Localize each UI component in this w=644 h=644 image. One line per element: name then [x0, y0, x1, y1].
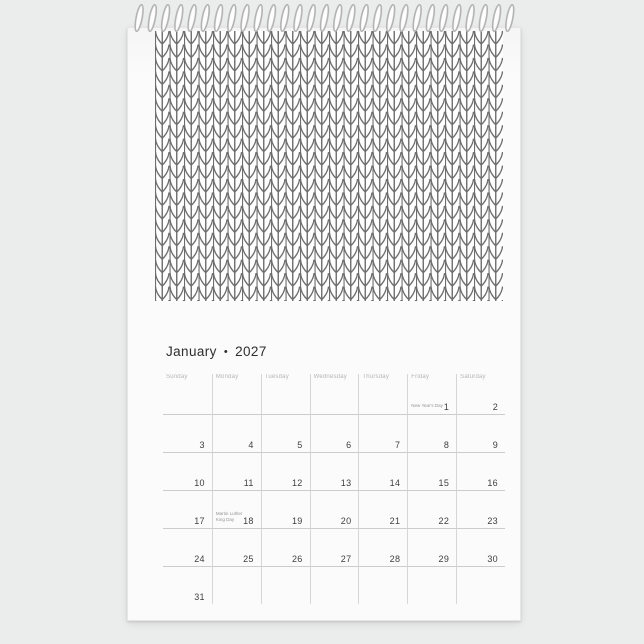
date-number: 5	[297, 439, 303, 450]
calendar-day-cell	[212, 529, 261, 567]
weekday-label: Monday	[212, 374, 261, 388]
date-number: 8	[443, 439, 450, 450]
calendar-day-cell	[358, 567, 407, 605]
calendar-day-cell	[456, 529, 505, 567]
weekday-label: Saturday	[456, 374, 505, 388]
calendar-day-cell	[261, 453, 310, 491]
weekday-label: Wednesday	[310, 374, 359, 388]
date-number: 1	[443, 401, 450, 412]
date-number: 14	[389, 477, 401, 488]
date-number: 18	[243, 515, 254, 526]
calendar-day-cell	[407, 529, 456, 567]
weekday-label: Friday	[407, 374, 456, 388]
calendar-grid	[163, 388, 505, 604]
date-number: 30	[487, 553, 498, 564]
calendar-day-cell	[310, 567, 359, 605]
calendar-day-cell	[310, 388, 359, 415]
date-number: 4	[248, 439, 254, 450]
calendar-day-cell	[261, 415, 310, 453]
date-number: 17	[194, 515, 205, 526]
weekday-label: Thursday	[358, 374, 407, 388]
calendar-day-cell	[261, 388, 310, 415]
calendar-day-cell	[261, 491, 310, 529]
calendar-day-cell	[261, 529, 310, 567]
month-title	[166, 344, 267, 359]
calendar-day-cell	[212, 415, 261, 453]
spiral-binding	[133, 2, 517, 37]
calendar-day-cell	[310, 529, 359, 567]
calendar-day-cell	[212, 491, 261, 529]
calendar-day-cell	[407, 491, 456, 529]
weekday-label: Tuesday	[261, 374, 310, 388]
calendar-day-cell	[456, 388, 505, 415]
calendar-day-cell	[456, 491, 505, 529]
calendar-day-cell	[163, 529, 212, 567]
knit-pattern-image	[155, 31, 503, 301]
calendar-day-cell	[407, 453, 456, 491]
date-number: 15	[438, 477, 450, 488]
calendar-day-cell	[212, 388, 261, 415]
calendar-day-cell	[456, 453, 505, 491]
calendar-day-cell	[261, 567, 310, 605]
date-number: 10	[194, 477, 205, 488]
calendar-day-cell	[163, 491, 212, 529]
date-number: 19	[291, 515, 303, 526]
calendar-day-cell	[456, 415, 505, 453]
year: 2027	[235, 344, 267, 359]
date-number: 25	[243, 553, 254, 564]
date-number: 21	[389, 515, 401, 526]
date-number: 16	[487, 477, 498, 488]
date-number: 13	[340, 477, 352, 488]
date-number: 2	[492, 401, 498, 412]
date-number: 11	[243, 477, 254, 488]
date-number: 28	[389, 553, 401, 564]
calendar-day-cell	[163, 453, 212, 491]
calendar-day-cell	[358, 453, 407, 491]
calendar-day-cell	[358, 491, 407, 529]
title-bullet-separator: •	[223, 346, 229, 358]
date-number: 20	[340, 515, 352, 526]
calendar-day-cell	[163, 415, 212, 453]
calendar-day-cell	[358, 415, 407, 453]
calendar-day-cell	[310, 491, 359, 529]
date-number: 31	[194, 592, 205, 602]
calendar-day-cell	[358, 529, 407, 567]
date-number: 22	[438, 515, 450, 526]
calendar-day-cell	[310, 453, 359, 491]
date-number: 7	[394, 439, 401, 450]
holiday-label: Martin Luther King Day	[215, 510, 243, 522]
date-number: 26	[291, 553, 303, 564]
calendar-day-cell	[456, 567, 505, 605]
calendar-day-cell	[212, 453, 261, 491]
date-number: 27	[340, 553, 352, 564]
calendar-day-cell	[163, 388, 212, 415]
weekday-label: Sunday	[166, 374, 188, 380]
calendar-day-cell	[407, 567, 456, 605]
calendar-day-cell	[407, 415, 456, 453]
month-name: January	[166, 344, 217, 359]
calendar-day-cell	[358, 388, 407, 415]
date-number: 12	[291, 477, 303, 488]
weekday-header-row	[163, 374, 505, 388]
date-number: 29	[438, 553, 450, 564]
calendar-day-cell	[310, 415, 359, 453]
holiday-label: New Year's Day	[411, 402, 443, 408]
calendar-day-cell	[407, 388, 456, 415]
date-number: 6	[346, 439, 352, 450]
date-number: 23	[487, 515, 498, 526]
date-number: 9	[492, 439, 498, 450]
date-number: 3	[199, 439, 205, 450]
calendar-day-cell	[212, 567, 261, 605]
calendar-day-cell	[163, 567, 212, 605]
date-number: 24	[194, 553, 205, 564]
